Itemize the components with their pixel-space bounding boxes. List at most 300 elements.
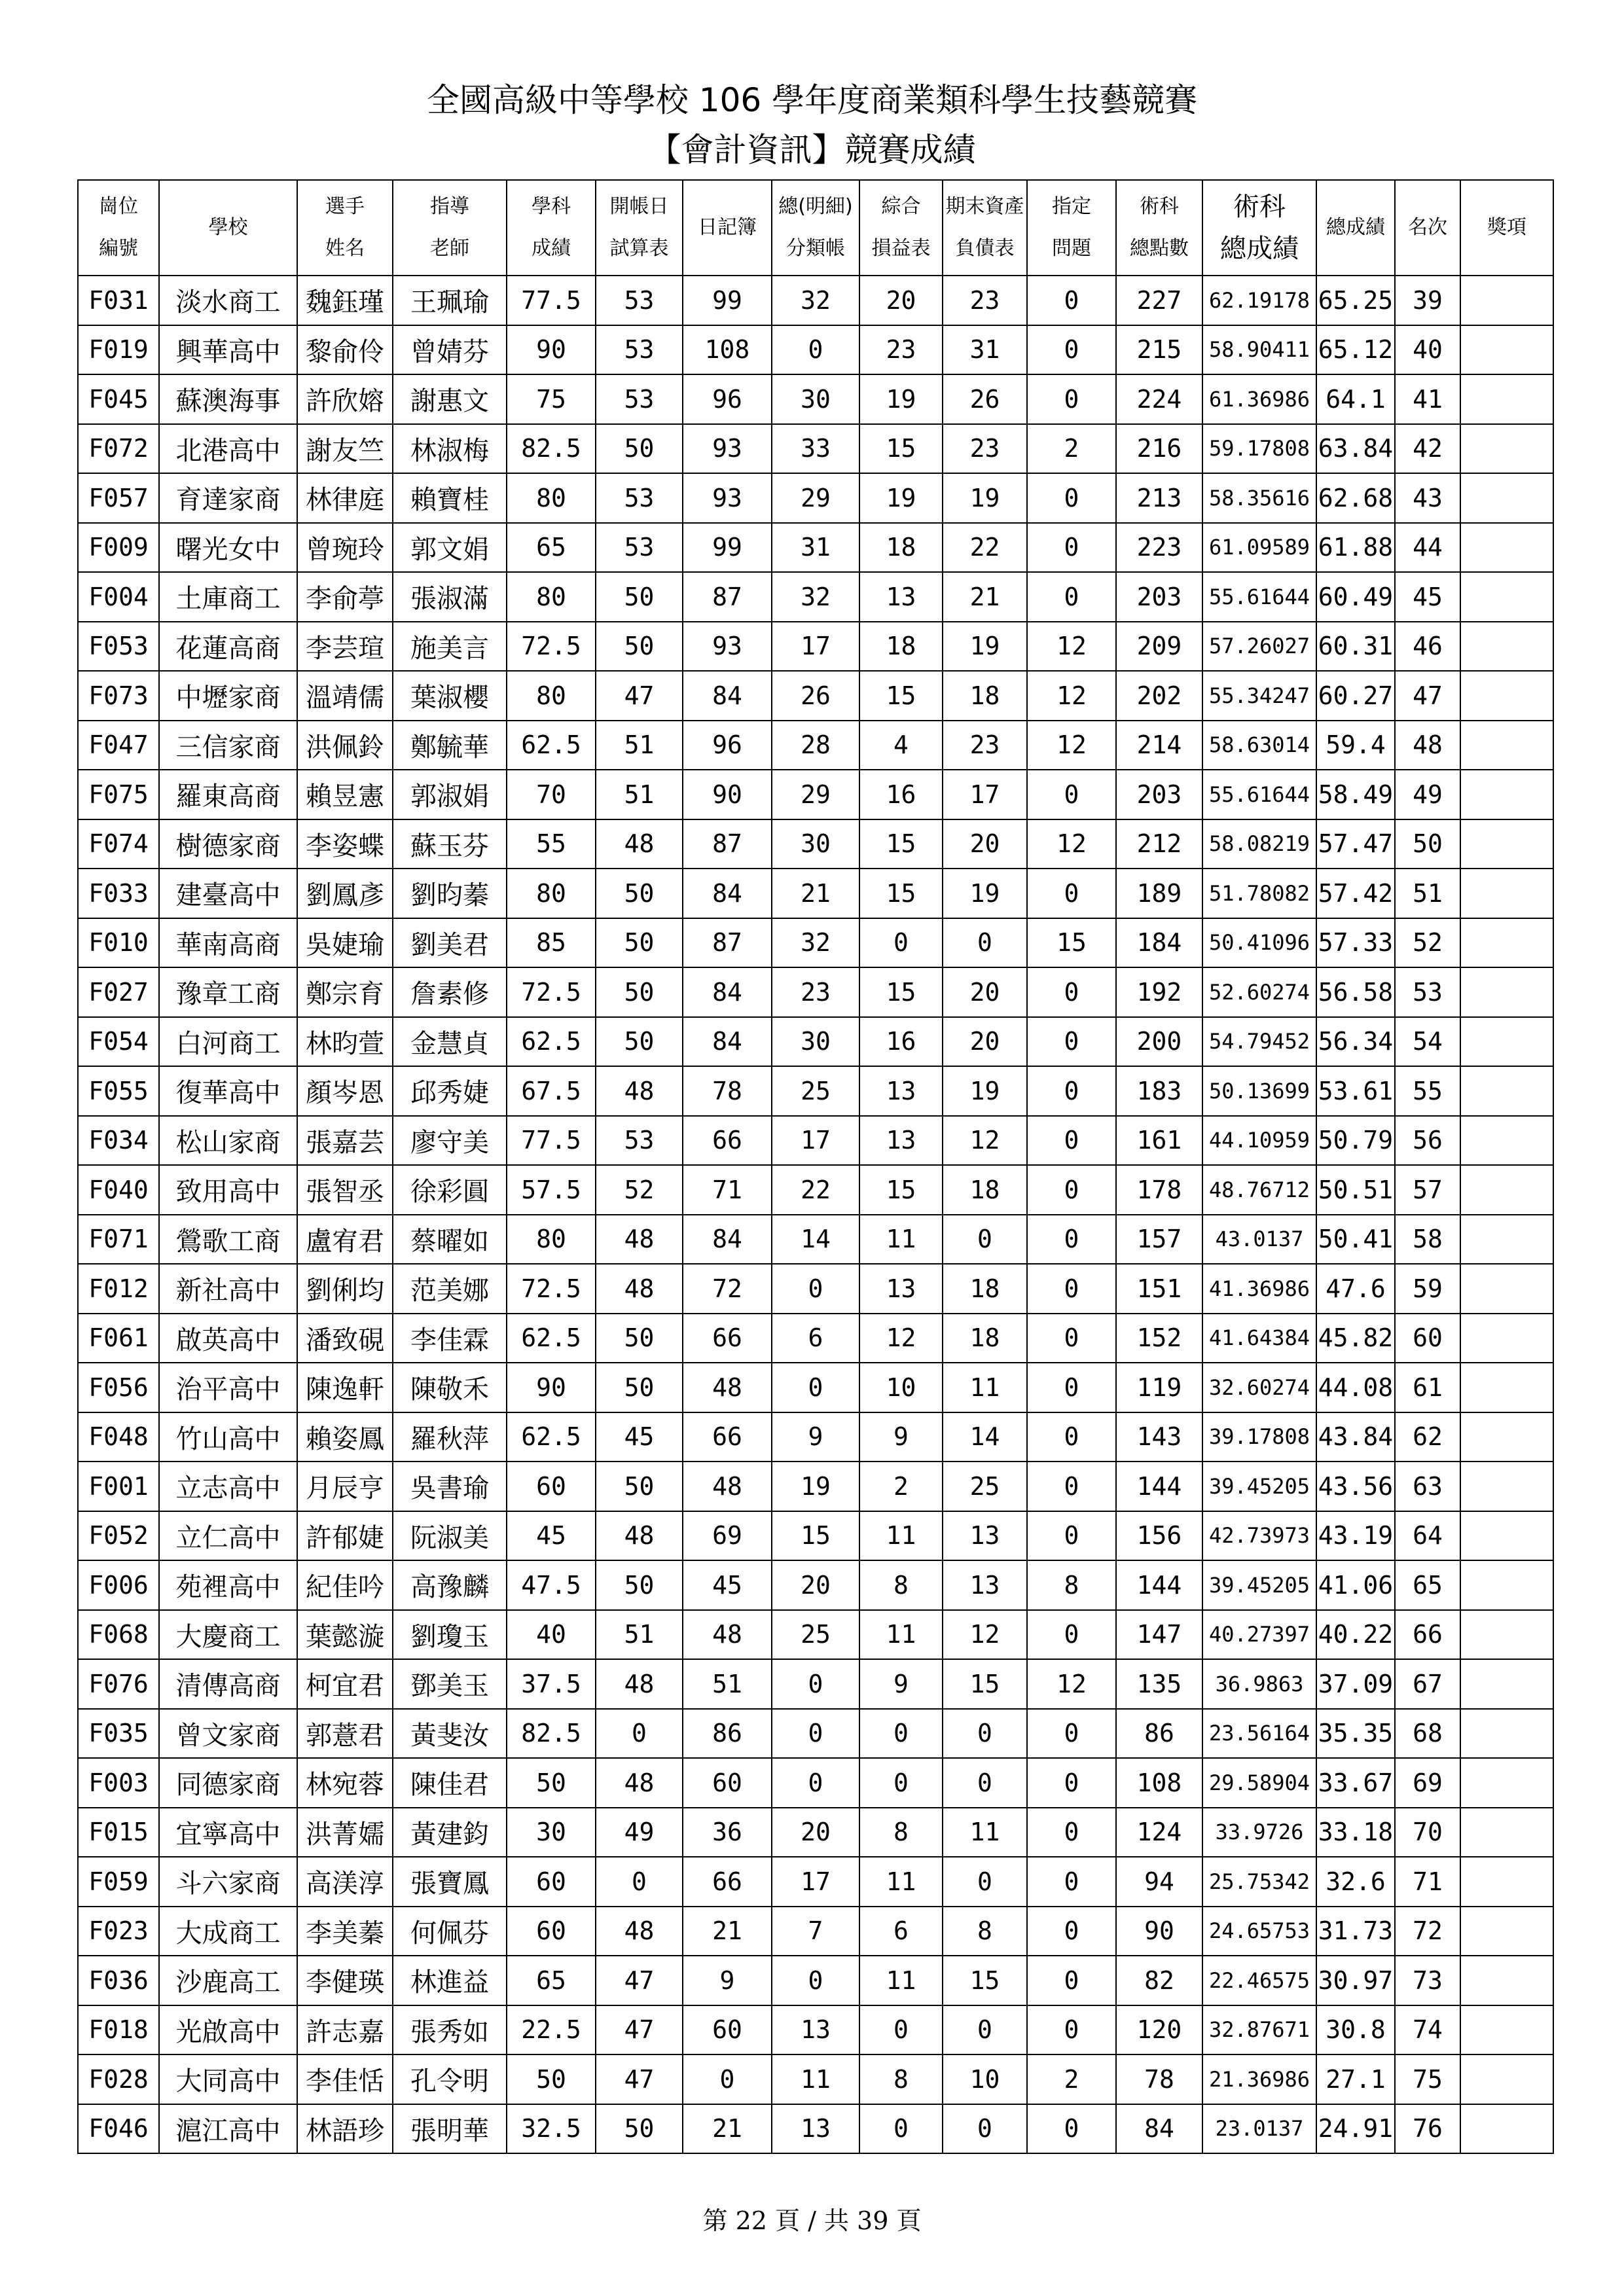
cell-academic: 32.5 [507, 2104, 596, 2154]
cell-points: 124 [1116, 1808, 1202, 1857]
cell-points: 227 [1116, 276, 1202, 325]
cell-award [1460, 325, 1553, 375]
cell-player: 紀佳吟 [297, 1560, 393, 1610]
table-row [78, 671, 1553, 721]
cell-opening: 50 [596, 2104, 683, 2154]
cell-income: 19 [859, 473, 943, 523]
cell-ledger: 21 [772, 869, 859, 918]
cell-income: 11 [859, 1511, 943, 1561]
cell-opening: 0 [596, 1857, 683, 1907]
cell-opening: 47 [596, 671, 683, 721]
cell-opening: 47 [596, 1956, 683, 2005]
cell-assigned: 0 [1027, 1066, 1116, 1116]
cell-school: 曾文家商 [159, 1709, 297, 1759]
cell-assigned: 0 [1027, 572, 1116, 622]
cell-id: F076 [78, 1659, 159, 1709]
cell-opening: 53 [596, 325, 683, 375]
cell-balance: 23 [943, 424, 1027, 474]
cell-balance: 18 [943, 1314, 1027, 1363]
cell-id: F061 [78, 1314, 159, 1363]
cell-practical: 43.0137 [1202, 1215, 1316, 1265]
column-header-line1: 綜合 [881, 195, 921, 218]
cell-income: 18 [859, 523, 943, 573]
column-header-line1: 日記簿 [698, 216, 757, 239]
table-row [78, 1857, 1553, 1907]
table-row [78, 1560, 1553, 1610]
cell-total: 30.8 [1316, 2005, 1395, 2055]
cell-journal: 84 [683, 967, 772, 1017]
cell-academic: 90 [507, 325, 596, 375]
cell-academic: 55 [507, 819, 596, 869]
cell-rank: 47 [1395, 671, 1460, 721]
column-header-award [1460, 180, 1553, 276]
cell-journal: 84 [683, 671, 772, 721]
cell-academic: 82.5 [507, 1709, 596, 1759]
cell-total: 56.34 [1316, 1017, 1395, 1067]
cell-practical: 50.41096 [1202, 918, 1316, 968]
cell-school: 滬江高中 [159, 2104, 297, 2154]
cell-practical: 57.26027 [1202, 622, 1316, 672]
cell-practical: 55.61644 [1202, 572, 1316, 622]
cell-id: F053 [78, 622, 159, 672]
cell-ledger: 20 [772, 1560, 859, 1610]
cell-income: 11 [859, 1857, 943, 1907]
cell-academic: 50 [507, 1758, 596, 1808]
cell-points: 213 [1116, 473, 1202, 523]
cell-balance: 22 [943, 523, 1027, 573]
cell-rank: 67 [1395, 1659, 1460, 1709]
cell-assigned: 0 [1027, 1116, 1116, 1166]
cell-academic: 65 [507, 523, 596, 573]
cell-balance: 0 [943, 1758, 1027, 1808]
cell-player: 魏鈺瑾 [297, 276, 393, 325]
cell-id: F040 [78, 1165, 159, 1215]
cell-opening: 50 [596, 1560, 683, 1610]
cell-practical: 55.34247 [1202, 671, 1316, 721]
column-header-player [297, 180, 393, 276]
cell-points: 78 [1116, 2054, 1202, 2104]
cell-journal: 48 [683, 1363, 772, 1412]
cell-teacher: 高豫麟 [393, 1560, 507, 1610]
cell-balance: 20 [943, 1017, 1027, 1067]
cell-journal: 21 [683, 2104, 772, 2154]
cell-opening: 47 [596, 2054, 683, 2104]
cell-assigned: 0 [1027, 1412, 1116, 1462]
cell-award [1460, 1956, 1553, 2005]
cell-rank: 59 [1395, 1264, 1460, 1314]
cell-total: 60.27 [1316, 671, 1395, 721]
cell-income: 9 [859, 1412, 943, 1462]
cell-assigned: 0 [1027, 1857, 1116, 1907]
cell-total: 50.51 [1316, 1165, 1395, 1215]
cell-award [1460, 819, 1553, 869]
cell-points: 202 [1116, 671, 1202, 721]
cell-journal: 84 [683, 1215, 772, 1265]
cell-practical: 61.36986 [1202, 374, 1316, 424]
cell-school: 中壢家商 [159, 671, 297, 721]
cell-player: 賴昱憲 [297, 770, 393, 819]
cell-academic: 60 [507, 1857, 596, 1907]
cell-school: 治平高中 [159, 1363, 297, 1412]
column-header-line1: 崗位 [99, 195, 138, 218]
column-header-line2: 成績 [532, 237, 571, 260]
cell-total: 57.47 [1316, 819, 1395, 869]
cell-balance: 13 [943, 1511, 1027, 1561]
cell-academic: 85 [507, 918, 596, 968]
cell-practical: 24.65753 [1202, 1907, 1316, 1956]
cell-teacher: 羅秋萍 [393, 1412, 507, 1462]
cell-academic: 80 [507, 473, 596, 523]
table-row [78, 1462, 1553, 1511]
cell-practical: 32.60274 [1202, 1363, 1316, 1412]
cell-id: F054 [78, 1017, 159, 1067]
cell-income: 18 [859, 622, 943, 672]
cell-ledger: 19 [772, 1462, 859, 1511]
cell-opening: 0 [596, 1709, 683, 1759]
cell-rank: 73 [1395, 1956, 1460, 2005]
cell-balance: 0 [943, 1215, 1027, 1265]
cell-total: 63.84 [1316, 424, 1395, 474]
cell-income: 8 [859, 2054, 943, 2104]
cell-award [1460, 1066, 1553, 1116]
cell-academic: 90 [507, 1363, 596, 1412]
cell-player: 潘致硯 [297, 1314, 393, 1363]
cell-journal: 66 [683, 1314, 772, 1363]
table-row [78, 1165, 1553, 1215]
cell-rank: 69 [1395, 1758, 1460, 1808]
cell-ledger: 32 [772, 276, 859, 325]
cell-total: 41.06 [1316, 1560, 1395, 1610]
cell-school: 同德家商 [159, 1758, 297, 1808]
cell-assigned: 0 [1027, 1462, 1116, 1511]
cell-opening: 48 [596, 1511, 683, 1561]
column-header-line1: 學校 [208, 216, 248, 239]
cell-total: 43.19 [1316, 1511, 1395, 1561]
cell-income: 10 [859, 1363, 943, 1412]
cell-player: 劉鳳彥 [297, 869, 393, 918]
cell-teacher: 鄭毓華 [393, 721, 507, 770]
cell-rank: 42 [1395, 424, 1460, 474]
cell-ledger: 15 [772, 1511, 859, 1561]
cell-id: F015 [78, 1808, 159, 1857]
cell-total: 57.42 [1316, 869, 1395, 918]
cell-practical: 50.13699 [1202, 1066, 1316, 1116]
cell-total: 35.35 [1316, 1709, 1395, 1759]
cell-school: 清傳高商 [159, 1659, 297, 1709]
cell-assigned: 0 [1027, 967, 1116, 1017]
cell-balance: 21 [943, 572, 1027, 622]
cell-rank: 48 [1395, 721, 1460, 770]
column-header-line1: 選手 [325, 195, 365, 218]
cell-player: 李芸瑄 [297, 622, 393, 672]
cell-rank: 68 [1395, 1709, 1460, 1759]
cell-rank: 75 [1395, 2054, 1460, 2104]
cell-award [1460, 1907, 1553, 1956]
cell-school: 土庫商工 [159, 572, 297, 622]
cell-academic: 80 [507, 1215, 596, 1265]
cell-id: F068 [78, 1610, 159, 1660]
cell-points: 157 [1116, 1215, 1202, 1265]
cell-journal: 87 [683, 918, 772, 968]
cell-assigned: 0 [1027, 374, 1116, 424]
cell-balance: 8 [943, 1907, 1027, 1956]
cell-school: 立仁高中 [159, 1511, 297, 1561]
cell-balance: 18 [943, 1264, 1027, 1314]
cell-teacher: 劉昀蓁 [393, 869, 507, 918]
cell-school: 建臺高中 [159, 869, 297, 918]
cell-teacher: 阮淑美 [393, 1511, 507, 1561]
cell-balance: 20 [943, 819, 1027, 869]
column-header-line1: 開帳日 [609, 195, 669, 218]
cell-teacher: 鄧美玉 [393, 1659, 507, 1709]
cell-income: 0 [859, 918, 943, 968]
cell-teacher: 陳佳君 [393, 1758, 507, 1808]
cell-player: 林宛蓉 [297, 1758, 393, 1808]
cell-rank: 63 [1395, 1462, 1460, 1511]
cell-balance: 0 [943, 2104, 1027, 2154]
cell-player: 許欣嫆 [297, 374, 393, 424]
cell-teacher: 王珮瑜 [393, 276, 507, 325]
cell-ledger: 30 [772, 819, 859, 869]
cell-ledger: 25 [772, 1066, 859, 1116]
cell-academic: 80 [507, 572, 596, 622]
cell-teacher: 劉瓊玉 [393, 1610, 507, 1660]
cell-teacher: 蘇玉芬 [393, 819, 507, 869]
cell-opening: 50 [596, 918, 683, 968]
cell-income: 13 [859, 1066, 943, 1116]
cell-balance: 25 [943, 1462, 1027, 1511]
table-row [78, 1116, 1553, 1166]
cell-school: 北港高中 [159, 424, 297, 474]
cell-ledger: 31 [772, 523, 859, 573]
table-row [78, 1363, 1553, 1412]
cell-school: 淡水商工 [159, 276, 297, 325]
cell-journal: 66 [683, 1412, 772, 1462]
cell-award [1460, 1808, 1553, 1857]
column-header-rank [1395, 180, 1460, 276]
cell-opening: 50 [596, 1314, 683, 1363]
cell-income: 13 [859, 1264, 943, 1314]
cell-points: 216 [1116, 424, 1202, 474]
page-number: 第 22 頁 / 共 39 頁 [702, 2206, 922, 2235]
cell-rank: 43 [1395, 473, 1460, 523]
cell-school: 鶯歌工商 [159, 1215, 297, 1265]
cell-practical: 29.58904 [1202, 1758, 1316, 1808]
cell-ledger: 23 [772, 967, 859, 1017]
cell-assigned: 0 [1027, 1017, 1116, 1067]
column-header-line1: 指導 [430, 195, 469, 218]
cell-total: 56.58 [1316, 967, 1395, 1017]
cell-practical: 23.56164 [1202, 1709, 1316, 1759]
cell-points: 90 [1116, 1907, 1202, 1956]
cell-practical: 51.78082 [1202, 869, 1316, 918]
cell-opening: 51 [596, 770, 683, 819]
cell-assigned: 12 [1027, 819, 1116, 869]
cell-rank: 57 [1395, 1165, 1460, 1215]
cell-assigned: 0 [1027, 1314, 1116, 1363]
column-header-assigned [1027, 180, 1116, 276]
cell-academic: 70 [507, 770, 596, 819]
table-row [78, 1808, 1553, 1857]
cell-ledger: 28 [772, 721, 859, 770]
cell-journal: 21 [683, 1907, 772, 1956]
cell-id: F045 [78, 374, 159, 424]
cell-rank: 53 [1395, 967, 1460, 1017]
cell-total: 53.61 [1316, 1066, 1395, 1116]
cell-academic: 57.5 [507, 1165, 596, 1215]
cell-award [1460, 770, 1553, 819]
cell-points: 203 [1116, 770, 1202, 819]
column-header-ledger [772, 180, 859, 276]
cell-award [1460, 1758, 1553, 1808]
column-header-school [159, 180, 297, 276]
cell-id: F023 [78, 1907, 159, 1956]
cell-ledger: 17 [772, 1857, 859, 1907]
cell-assigned: 0 [1027, 1215, 1116, 1265]
cell-id: F004 [78, 572, 159, 622]
cell-ledger: 7 [772, 1907, 859, 1956]
cell-points: 192 [1116, 967, 1202, 1017]
cell-income: 15 [859, 967, 943, 1017]
cell-player: 郭薏君 [297, 1709, 393, 1759]
cell-journal: 48 [683, 1462, 772, 1511]
cell-id: F010 [78, 918, 159, 968]
cell-player: 曾琬玲 [297, 523, 393, 573]
cell-teacher: 郭文娟 [393, 523, 507, 573]
cell-id: F055 [78, 1066, 159, 1116]
cell-rank: 46 [1395, 622, 1460, 672]
cell-player: 張智丞 [297, 1165, 393, 1215]
cell-journal: 48 [683, 1610, 772, 1660]
cell-income: 6 [859, 1907, 943, 1956]
cell-practical: 48.76712 [1202, 1165, 1316, 1215]
cell-practical: 58.08219 [1202, 819, 1316, 869]
cell-practical: 21.36986 [1202, 2054, 1316, 2104]
cell-teacher: 張寶鳳 [393, 1857, 507, 1907]
cell-rank: 54 [1395, 1017, 1460, 1067]
cell-total: 44.08 [1316, 1363, 1395, 1412]
cell-teacher: 賴寶桂 [393, 473, 507, 523]
cell-teacher: 黃建鈞 [393, 1808, 507, 1857]
cell-award [1460, 2054, 1553, 2104]
cell-academic: 45 [507, 1511, 596, 1561]
results-table [77, 179, 1554, 2154]
cell-points: 84 [1116, 2104, 1202, 2154]
cell-teacher: 范美娜 [393, 1264, 507, 1314]
cell-assigned: 0 [1027, 1264, 1116, 1314]
cell-academic: 72.5 [507, 967, 596, 1017]
cell-assigned: 0 [1027, 2104, 1116, 2154]
cell-player: 林語珍 [297, 2104, 393, 2154]
cell-journal: 72 [683, 1264, 772, 1314]
cell-balance: 31 [943, 325, 1027, 375]
cell-id: F052 [78, 1511, 159, 1561]
cell-journal: 87 [683, 572, 772, 622]
cell-points: 152 [1116, 1314, 1202, 1363]
cell-id: F001 [78, 1462, 159, 1511]
cell-points: 147 [1116, 1610, 1202, 1660]
column-header-line2: 負債表 [955, 237, 1015, 260]
cell-opening: 50 [596, 869, 683, 918]
cell-player: 鄭宗育 [297, 967, 393, 1017]
table-header-row [78, 180, 1553, 276]
cell-ledger: 0 [772, 1758, 859, 1808]
table-row [78, 1758, 1553, 1808]
cell-rank: 40 [1395, 325, 1460, 375]
cell-teacher: 詹素修 [393, 967, 507, 1017]
cell-journal: 66 [683, 1116, 772, 1166]
cell-journal: 84 [683, 1017, 772, 1067]
cell-balance: 13 [943, 1560, 1027, 1610]
cell-practical: 55.61644 [1202, 770, 1316, 819]
cell-journal: 36 [683, 1808, 772, 1857]
cell-journal: 93 [683, 473, 772, 523]
table-row [78, 523, 1553, 573]
cell-academic: 60 [507, 1907, 596, 1956]
cell-practical: 58.90411 [1202, 325, 1316, 375]
cell-id: F057 [78, 473, 159, 523]
cell-player: 溫靖儒 [297, 671, 393, 721]
cell-assigned: 0 [1027, 1363, 1116, 1412]
cell-points: 86 [1116, 1709, 1202, 1759]
cell-assigned: 0 [1027, 1165, 1116, 1215]
cell-award [1460, 918, 1553, 968]
column-header-line2: 總成績 [1220, 234, 1299, 264]
cell-journal: 60 [683, 1758, 772, 1808]
cell-assigned: 0 [1027, 473, 1116, 523]
cell-assigned: 0 [1027, 276, 1116, 325]
cell-income: 20 [859, 276, 943, 325]
cell-school: 大成商工 [159, 1907, 297, 1956]
cell-player: 李美蓁 [297, 1907, 393, 1956]
cell-points: 108 [1116, 1758, 1202, 1808]
column-header-opening [596, 180, 683, 276]
cell-rank: 49 [1395, 770, 1460, 819]
cell-award [1460, 1017, 1553, 1067]
cell-balance: 19 [943, 473, 1027, 523]
cell-school: 蘇澳海事 [159, 374, 297, 424]
column-header-line2: 老師 [430, 237, 469, 260]
table-row [78, 473, 1553, 523]
document-title: 全國高級中等學校 106 學年度商業類科學生技藝競賽 [426, 81, 1198, 119]
cell-total: 65.25 [1316, 276, 1395, 325]
cell-assigned: 2 [1027, 2054, 1116, 2104]
cell-assigned: 0 [1027, 869, 1116, 918]
cell-academic: 60 [507, 1462, 596, 1511]
table-row [78, 2005, 1553, 2055]
cell-income: 11 [859, 1215, 943, 1265]
document-subtitle: 【會計資訊】競賽成績 [648, 131, 976, 169]
cell-id: F034 [78, 1116, 159, 1166]
cell-points: 156 [1116, 1511, 1202, 1561]
cell-opening: 50 [596, 1462, 683, 1511]
cell-ledger: 0 [772, 1363, 859, 1412]
cell-total: 60.31 [1316, 622, 1395, 672]
cell-rank: 58 [1395, 1215, 1460, 1265]
cell-rank: 74 [1395, 2005, 1460, 2055]
cell-award [1460, 1560, 1553, 1610]
table-row [78, 1610, 1553, 1660]
cell-balance: 14 [943, 1412, 1027, 1462]
cell-academic: 82.5 [507, 424, 596, 474]
cell-practical: 32.87671 [1202, 2005, 1316, 2055]
cell-total: 61.88 [1316, 523, 1395, 573]
cell-journal: 45 [683, 1560, 772, 1610]
cell-opening: 45 [596, 1412, 683, 1462]
cell-player: 洪佩鈴 [297, 721, 393, 770]
cell-player: 李健瑛 [297, 1956, 393, 2005]
cell-award [1460, 967, 1553, 1017]
